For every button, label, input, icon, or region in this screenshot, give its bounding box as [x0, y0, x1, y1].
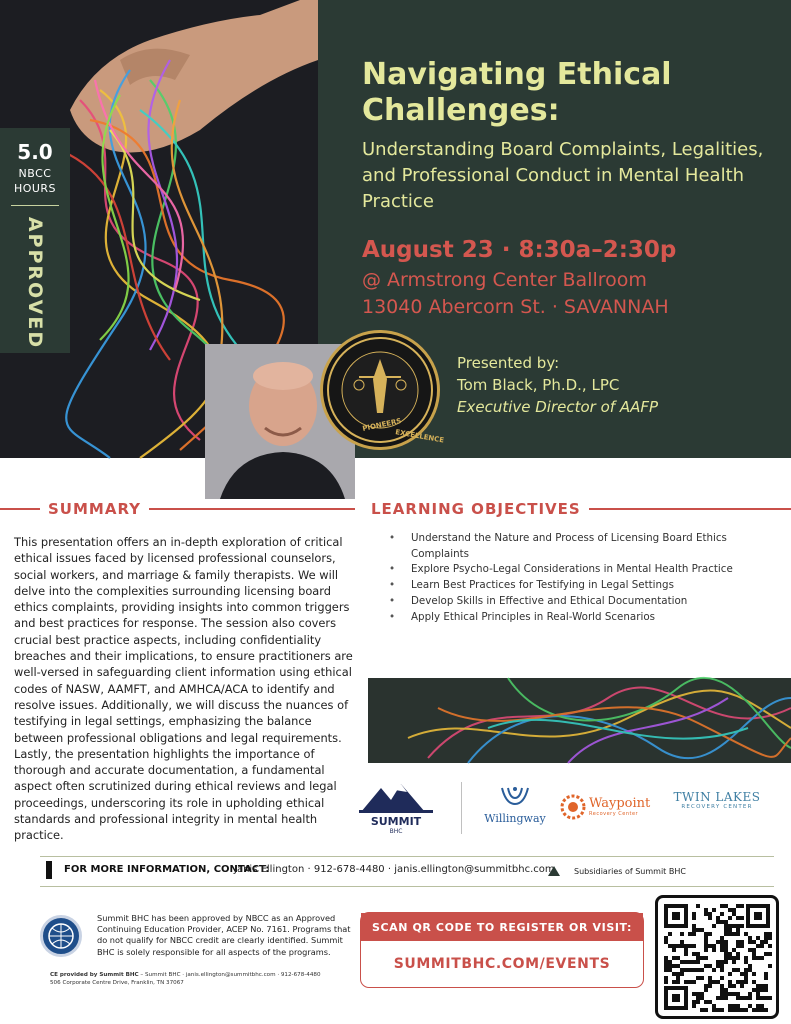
presenter-role: Executive Director of AAFP: [457, 398, 659, 416]
footer-rule-top: [40, 856, 774, 857]
approved-label: APPROVED: [24, 216, 46, 350]
waypoint-sub: Recovery Center: [589, 811, 639, 817]
contact-value[interactable]: Janis Ellington · 912-678-4480 · janis.ellington@summitbhc.com: [234, 864, 555, 875]
subsidiaries-text: Subsidiaries of Summit BHC: [574, 866, 686, 876]
objective-item: • Apply Ethical Principles in Real-World Scenarios: [385, 610, 755, 626]
presenter-block: [457, 352, 658, 418]
summary-line-left: [0, 508, 40, 510]
summary-heading-row: [0, 500, 355, 518]
ce-provider-rest: – Summit BHC · janis.ellington@summitbhc.com · 912-678-4480: [138, 972, 321, 978]
twin-lakes-sub: RECOVERY CENTER: [681, 804, 753, 810]
presented-by-label: Presented by:: [457, 354, 560, 372]
wires-band-image: [368, 678, 791, 763]
ce-provider-address: 506 Corporate Centre Drive, Franklin, TN 37067: [50, 980, 184, 986]
summary-line-right: [149, 508, 355, 510]
events-link[interactable]: SUMMITBHC.COM/EVENTS: [393, 956, 611, 972]
triangle-icon: [548, 866, 560, 876]
event-date: August 23 · 8:30a–2:30p: [362, 237, 677, 263]
objectives-heading: LEARNING OBJECTIVES: [371, 500, 581, 518]
willingway-logo: [480, 784, 550, 825]
presenter-name: Tom Black, Ph.D., LPC: [457, 376, 620, 394]
footer-rule-bottom: [40, 886, 774, 887]
hours-label: HOURS: [13, 182, 57, 195]
event-venue: @ Armstrong Center Ballroom: [362, 269, 647, 291]
objectives-line: [589, 508, 791, 510]
register-cta[interactable]: [360, 912, 644, 988]
nbcc-approval-text: Summit BHC has been approved by NBCC as an Approved Continuing Education Provider, ACEP No. 7161. Programs that do not qualify for NBCC credit are clearly identified. Summit BHC is solely responsible for all aspects of the programs.: [97, 913, 351, 957]
qr-code[interactable]: [655, 895, 779, 1019]
objective-item: • Learn Best Practices for Testifying in Legal Settings: [385, 578, 755, 594]
waypoint-logo: [560, 794, 670, 820]
waypoint-name: Waypoint: [589, 796, 651, 811]
objective-item: • Explore Psycho-Legal Considerations in Mental Health Practice: [385, 562, 755, 578]
summit-bhc-logo: [355, 780, 437, 836]
twin-lakes-name: TWIN LAKES: [673, 790, 761, 804]
ce-provider-bold: CE provided by Summit BHC: [50, 972, 139, 978]
seal-text-bottom: EXCELLENCE: [394, 428, 445, 445]
hours-org: NBCC: [18, 167, 52, 180]
logo-separator: [461, 782, 462, 834]
event-title: Navigating Ethical Challenges:: [362, 57, 672, 128]
twin-lakes-logo: [667, 790, 767, 810]
summary-body: This presentation offers an in-depth exploration of critical ethical issues faced by licensed professional counselors, social workers, and marriage & family therapists. We will delve into the complexities surrounding licensing board ethics complaints, providing insights into common triggers and best practices for response. The session also covers crucial best practice aspects, including confidentiality breaches and their implications, to ensure practitioners are well-versed in safeguarding client information using ethical codes of NASW, AAMFT, and AMHCA/ACA to identify and resolve issues. Additionally, we will discuss the nuances of testifying in legal settings, emphasizing the balance between professional obligations and legal requirements. Lastly, the presentation highlights the importance of thorough and accurate documentation, a fundamental aspect often scrutinized during ethical reviews and legal proceedings, underscoring its role in upholding ethical standards and professional integrity in mental health practice.: [14, 535, 353, 843]
objective-item: • Understand the Nature and Process of Licensing Board Ethics Complaints: [385, 531, 755, 562]
summit-logo-name: SUMMIT: [370, 815, 422, 828]
summary-heading: SUMMARY: [48, 500, 142, 518]
cta-heading: SCAN QR CODE TO REGISTER OR VISIT:: [361, 913, 643, 941]
contact-label: FOR MORE INFORMATION, CONTACT:: [64, 864, 270, 875]
hours-number: 5.0: [17, 140, 53, 164]
event-subtitle: Understanding Board Complaints, Legalities, and Professional Conduct in Mental Health Practice: [362, 139, 764, 212]
contact-marker: [46, 861, 52, 879]
objective-item: • Develop Skills in Effective and Ethical Documentation: [385, 594, 755, 610]
hours-divider: [11, 205, 59, 206]
event-address: 13040 Abercorn St. · SAVANNAH: [362, 296, 669, 318]
partner-logos: [355, 780, 791, 838]
aafp-seal-logo: [320, 330, 445, 450]
ce-provider-text: [50, 971, 360, 987]
summit-logo-sub: BHC: [389, 828, 403, 835]
qr-code-pattern: [664, 904, 770, 1010]
objectives-heading-row: [363, 500, 791, 518]
seal-text-top: PIONEERS: [361, 416, 403, 433]
willingway-name: Willingway: [484, 812, 546, 825]
nbcc-seal-logo: [40, 915, 82, 957]
subsidiaries-note: [548, 866, 686, 876]
objectives-list: [385, 531, 755, 625]
